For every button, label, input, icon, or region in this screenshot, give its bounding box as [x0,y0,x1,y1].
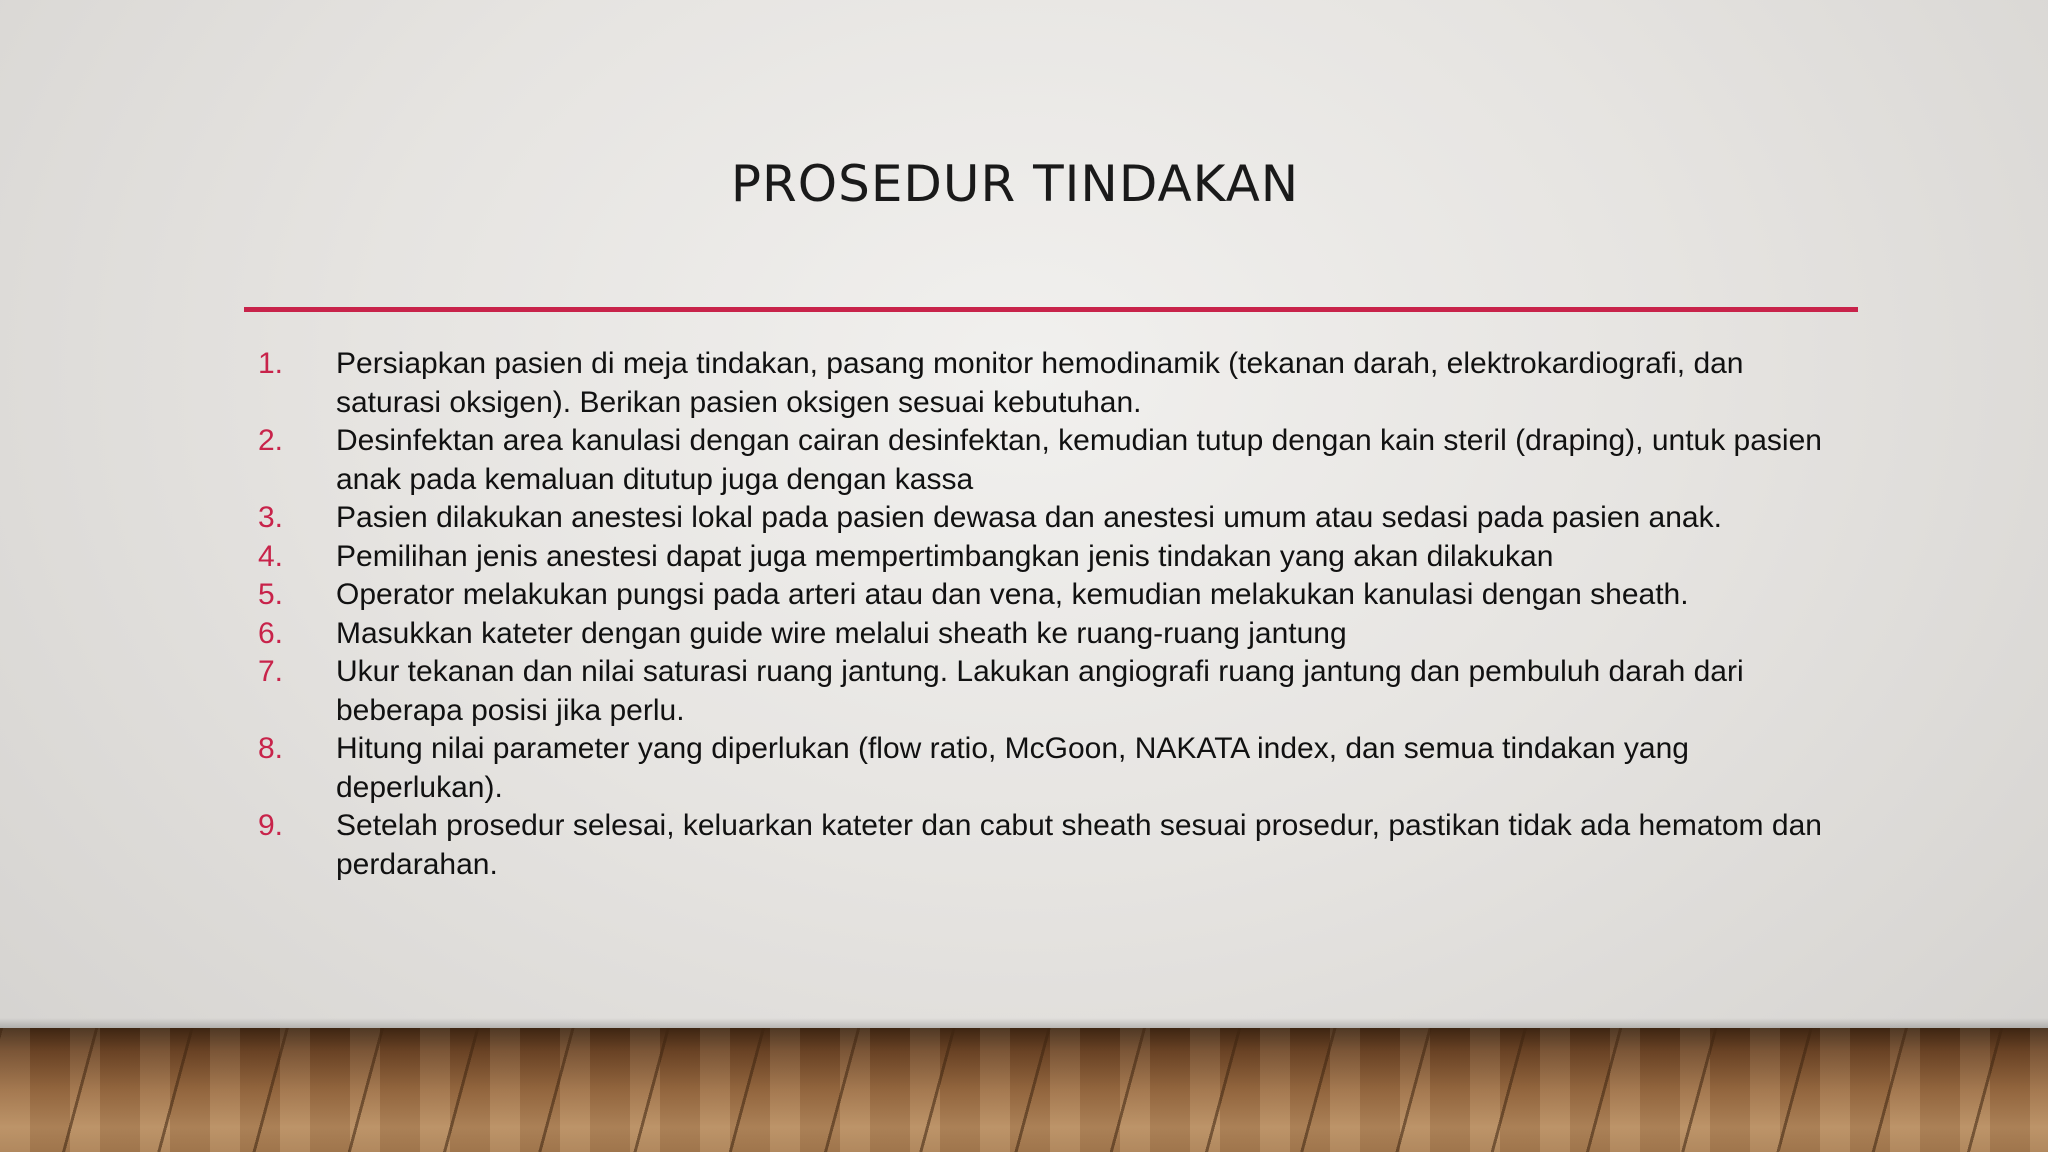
list-item [258,730,1858,807]
item-number: 7. [258,655,284,688]
procedure-list [258,345,1858,884]
list-item [258,499,1858,538]
item-number: 1. [258,347,284,380]
item-text: Masukkan kateter dengan guide wire melalui sheath ke ruang-ruang jantung [336,616,1347,650]
wood-floor-background [0,1028,2048,1152]
item-text: Ukur tekanan dan nilai saturasi ruang jantung. Lakukan angiografi ruang jantung dan pembuluh darah dari beberapa posisi jika perlu. [336,655,1744,727]
item-text: Pemilihan jenis anestesi dapat juga mempertimbangkan jenis tindakan yang akan dilakukan [336,539,1554,573]
item-text: Pasien dilakukan anestesi lokal pada pasien dewasa dan anestesi umum atau sedasi pada pasien anak. [336,501,1722,534]
item-text: Persiapkan pasien di meja tindakan, pasang monitor hemodinamik (tekanan darah, elektrokardiografi, dan saturasi oksigen). Berikan pasien oksigen sesuai kebutuhan. [336,347,1744,419]
item-number: 5. [258,578,284,611]
list-item [258,422,1858,499]
slide-title: PROSEDUR TINDAKAN [730,155,1300,213]
list-item [258,576,1858,615]
list-item [258,538,1858,577]
item-number: 8. [258,732,284,765]
item-number: 9. [258,809,284,842]
item-text: Desinfektan area kanulasi dengan cairan desinfektan, kemudian tutup dengan kain steril (draping), untuk pasien anak pada kemaluan ditutup juga dengan kassa [336,424,1822,496]
item-text: Hitung nilai parameter yang diperlukan (flow ratio, McGoon, NAKATA index, dan semua tindakan yang deperlukan). [336,732,1689,804]
item-text: Operator melakukan pungsi pada arteri atau dan vena, kemudian melakukan kanulasi dengan sheath. [336,578,1689,611]
list-item [258,615,1858,654]
item-text: Setelah prosedur selesai, keluarkan kateter dan cabut sheath sesuai prosedur, pastikan tidak ada hematom dan perdarahan. [336,809,1822,881]
item-number: 3. [258,501,284,534]
list-item [258,345,1858,422]
list-item [258,807,1858,884]
item-number: 6. [258,616,284,650]
item-number: 4. [258,539,284,573]
item-number: 2. [258,424,284,457]
list-item [258,653,1858,730]
title-divider [244,307,1858,312]
